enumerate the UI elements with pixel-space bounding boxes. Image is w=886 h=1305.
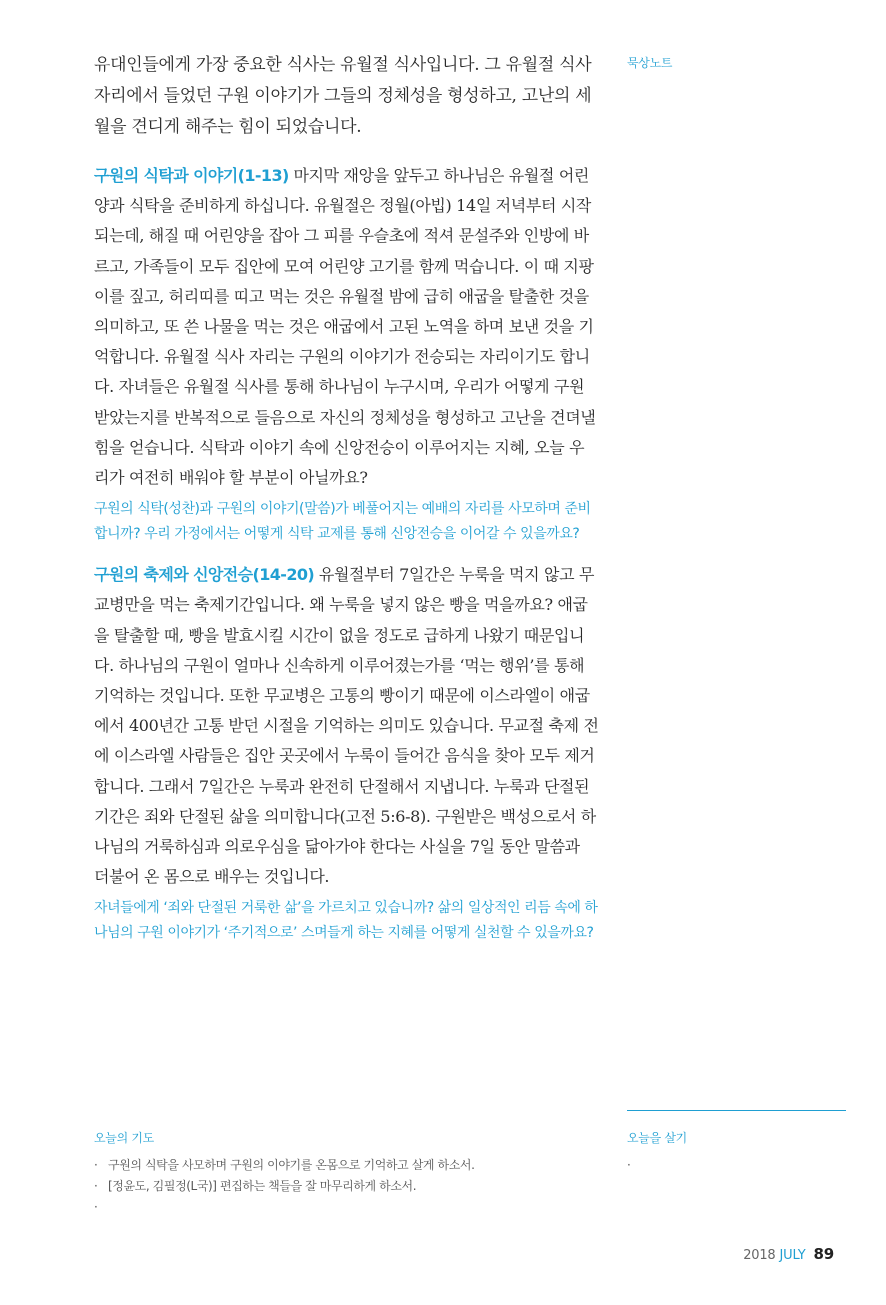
intro-paragraph: 유대인들에게 가장 중요한 식사는 유월절 식사입니다. 그 유월절 식사자리에서 들었던 구원 이야기가 그들의 정체성을 형성하고, 고난의 세월을 견디게 해주는 힘이 되었습니다. — [94, 55, 592, 137]
prayer-item — [94, 1155, 599, 1176]
prayer-title: 오늘의 기도 — [94, 1131, 154, 1145]
section-body-text: 유월절부터 7일간은 누룩을 먹지 않고 무교병만을 먹는 축제기간입니다. 왜 누룩을 넣지 않은 빵을 먹을까요? 애굽을 탈출할 때, 빵을 발효시킬 시간이 없을 정도로 급하게 나왔기 때문입니다. 하나님의 구원이 얼마나 신속하게 이루어졌는가를 ‘먹는 행위’를 통해 기억하는 것입니다. 또한 무교병은 고통의 빵이기 때문에 이스라엘이 애굽에서 400년간 고통 받던 시절을 기억하는 의미도 있습니다. 무교절 축제 전에 이스라엘 사람들은 집안 곳곳에서 누룩이 들어간 음식을 찾아 모두 제거합니다. 그래서 7일간은 누룩과 완전히 단절해서 지냅니다. 누룩과 단절된 기간은 죄와 단절된 삶을 의미합니다(고전 5:6-8). 구원받은 백성으로서 하나님의 거룩하심과 의로우심을 닮아가야 한다는 사실을 7일 동안 말씀과 더불어 온 몸으로 배우는 것입니다. — [94, 565, 599, 887]
page-footer — [743, 1245, 834, 1263]
meditation-note-label: 묵상노트 — [627, 56, 673, 70]
section-salvation-table — [94, 161, 599, 493]
living-today-title: 오늘을 살기 — [627, 1131, 687, 1145]
bullet: · — [627, 1158, 631, 1172]
footer-month: JULY — [779, 1248, 806, 1263]
prayer-item-text: [정윤도, 김필정(L국)] 편집하는 책들을 잘 마무리하게 하소서. — [108, 1179, 417, 1193]
section-salvation-festival — [94, 560, 599, 892]
section-heading: 구원의 축제와 신앙전승(14-20) — [94, 565, 315, 585]
section-heading: 구원의 식탁과 이야기(1-13) — [94, 166, 289, 185]
todays-prayer — [94, 1129, 599, 1218]
bullet: · — [94, 1158, 98, 1172]
reflection-question: 자녀들에게 ‘죄와 단절된 거룩한 삶’을 가르치고 있습니까? 삶의 일상적인 리듬 속에 하나님의 구원 이야기가 ‘주기적으로’ 스며들게 하는 지혜를 어떻게 실천할 수 있을까요? — [94, 900, 598, 941]
living-today — [627, 1129, 847, 1176]
reflection-question: 구원의 식탁(성찬)과 구원의 이야기(말씀)가 베풀어지는 예배의 자리를 사모하며 준비합니까? 우리 가정에서는 어떻게 식탁 교제를 통해 신앙전승을 이어갈 수 있을까요? — [94, 501, 591, 542]
divider-line — [627, 1110, 846, 1111]
section-body-text: 마지막 재앙을 앞두고 하나님은 유월절 어린양과 식탁을 준비하게 하십니다. 유월절은 정월(아빕) 14일 저녁부터 시작되는데, 해질 때 어린양을 잡아 그 피를 우슬초에 적셔 문설주와 인방에 바르고, 가족들이 모두 집안에 모여 어린양 고기를 함께 먹습니다. 이 때 지팡이를 짚고, 허리띠를 띠고 먹는 것은 유월절 밤에 급히 애굽을 탈출한 것을 의미하고, 또 쓴 나물을 먹는 것은 애굽에서 고된 노역을 하며 보낸 것을 기억합니다. 유월절 식사 자리는 구원의 이야기가 전승되는 자리이기도 합니다. 자녀들은 유월절 식사를 통해 하나님이 누구시며, 우리가 어떻게 구원받았는지를 반복적으로 들음으로 자신의 정체성을 형성하고 고난을 견뎌낼 힘을 얻습니다. 식탁과 이야기 속에 신앙전승이 이루어지는 지혜, 오늘 우리가 여전히 배워야 할 부분이 아닐까요? — [94, 166, 596, 488]
footer-year: 2018 — [743, 1248, 776, 1263]
bullet: · — [94, 1179, 98, 1193]
living-today-item — [627, 1155, 847, 1176]
page-number: 89 — [813, 1245, 834, 1263]
bullet: · — [94, 1200, 98, 1214]
main-column — [94, 50, 599, 959]
prayer-item — [94, 1197, 599, 1218]
prayer-item — [94, 1176, 599, 1197]
prayer-item-text: 구원의 식탁을 사모하며 구원의 이야기를 온몸으로 기억하고 살게 하소서. — [108, 1158, 475, 1172]
